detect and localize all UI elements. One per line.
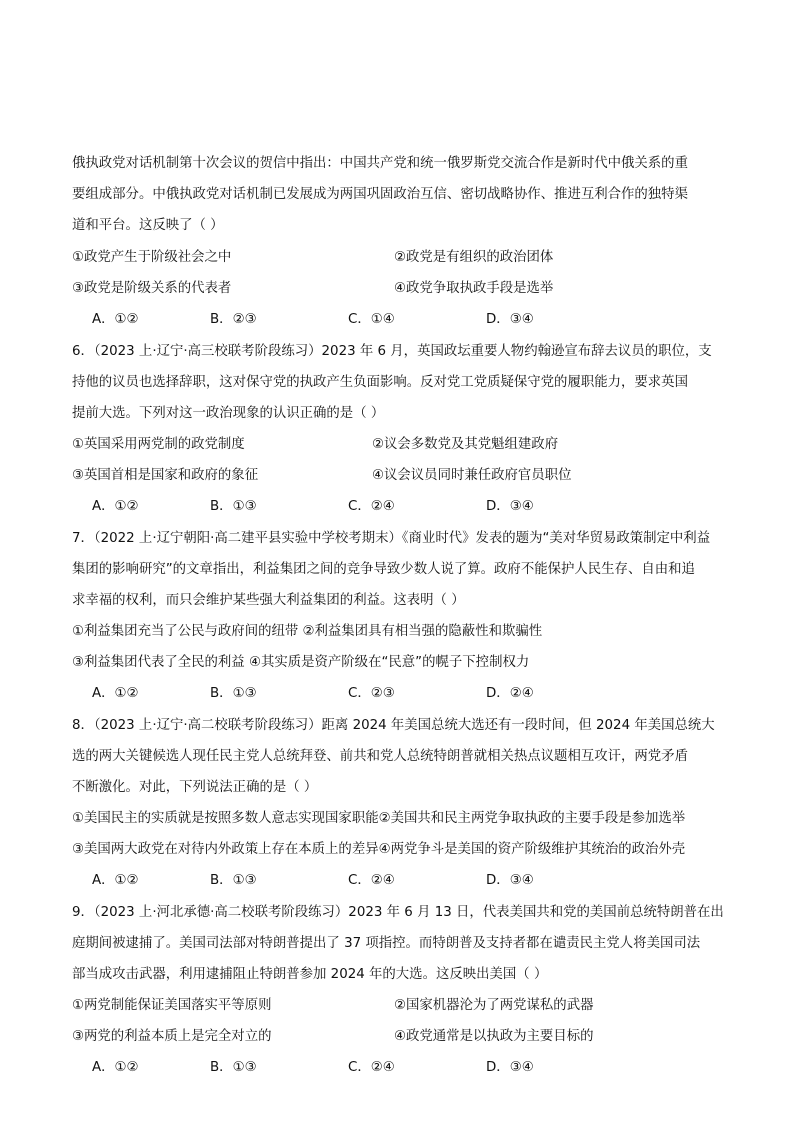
question-stem-line: 6．（2023 上·辽宁·高三校联考阶段练习）2023 年 6 月，英国政坛重要人物约翰逊宣布辞去议员的职位，支	[72, 344, 712, 359]
answer-choice-d: D．③④	[486, 873, 534, 888]
answer-choice-b: B．①③	[210, 873, 257, 888]
question-stem-line: 庭期间被逮捕了。美国司法部对特朗普提出了 37 项指控。而特朗普及支持者都在谴责民主党人将美国司法	[72, 936, 701, 951]
statement-option: ①利益集团充当了公民与政府间的纽带 ②利益集团具有相当强的隐蔽性和欺骗性	[72, 624, 543, 639]
statement-option: ②国家机器沦为了两党谋私的武器	[394, 998, 594, 1013]
question-stem-line: 部当成攻击武器，利用逮捕阻止特朗普参加 2024 年的大选。这反映出美国（ ）	[72, 967, 548, 982]
statement-option: ①两党制能保证美国落实平等原则	[72, 998, 272, 1013]
answer-choice-a: A．①②	[92, 686, 139, 701]
question-stem-line: 9．（2023 上·河北承德·高二校联考阶段练习）2023 年 6 月 13 日，代表美国共和党的美国前总统特朗普在出	[72, 905, 724, 920]
answer-choice-d: D．③④	[486, 499, 534, 514]
statement-option: ③政党是阶级关系的代表者	[72, 281, 232, 296]
answer-choice-d: D．②④	[486, 686, 534, 701]
answer-choice-c: C．①④	[348, 312, 395, 327]
answer-choice-c: C．②④	[348, 873, 395, 888]
statement-option: ②议会多数党及其党魁组建政府	[372, 437, 559, 452]
statement-option: ②政党是有组织的政治团体	[394, 250, 554, 265]
statement-option: ①英国采用两党制的政党制度	[72, 437, 245, 452]
statement-option: ④议会议员同时兼任政府官员职位	[372, 468, 572, 483]
answer-choice-b: B．①③	[210, 499, 257, 514]
statement-option: ④政党争取执政手段是选举	[394, 281, 554, 296]
statement-option: ③两党的利益本质上是完全对立的	[72, 1029, 272, 1044]
question-stem-line: 8．（2023 上·辽宁·高二校联考阶段练习）距离 2024 年美国总统大选还有一段时间，但 2024 年美国总统大	[72, 718, 715, 733]
question-stem-line: 持他的议员也选择辞职，这对保守党的执政产生负面影响。反对党工党质疑保守党的履职能力，要求英国	[72, 375, 688, 390]
answer-choice-b: B．②③	[210, 312, 257, 327]
question-stem-line: 求幸福的权利，而只会维护某些强大利益集团的利益。这表明（ ）	[72, 593, 465, 608]
answer-choice-a: A．①②	[92, 499, 139, 514]
answer-choice-d: D．③④	[486, 1060, 534, 1075]
statement-option: ①政党产生于阶级社会之中	[72, 250, 232, 265]
answer-choice-c: C．②④	[348, 499, 395, 514]
statement-option: ④政党通常是以执政为主要目标的	[394, 1029, 594, 1044]
answer-choice-d: D．③④	[486, 312, 534, 327]
question-stem-line: 不断激化。对此，下列说法正确的是（ ）	[72, 780, 318, 795]
answer-choice-a: A．①②	[92, 1060, 139, 1075]
answer-choice-c: C．②④	[348, 1060, 395, 1075]
answer-choice-a: A．①②	[92, 873, 139, 888]
answer-choice-b: B．①③	[210, 686, 257, 701]
statement-option: ③利益集团代表了全民的利益 ④其实质是资产阶级在“民意”的幌子下控制权力	[72, 655, 530, 670]
statement-option: ③英国首相是国家和政府的象征	[72, 468, 259, 483]
statement-option: ①美国民主的实质就是按照多数人意志实现国家职能②美国共和民主两党争取执政的主要手段是参加选举	[72, 811, 686, 826]
answer-choice-b: B．①③	[210, 1060, 257, 1075]
question-stem-line: 提前大选。下列对这一政治现象的认识正确的是（ ）	[72, 406, 385, 421]
question-stem-line: 7．（2022 上·辽宁朝阳·高二建平县实验中学校考期末）《商业时代》发表的题为“美对华贸易政策制定中利益	[72, 531, 711, 546]
question-stem-line: 要组成部分。中俄执政党对话机制已发展成为两国巩固政治互信、密切战略协作、推进互利合作的独特渠	[72, 187, 688, 202]
question-stem-line: 集团的影响研究”的文章指出，利益集团之间的竞争导致少数人说了算。政府不能保护人民生存、自由和追	[72, 562, 695, 577]
statement-option: ③美国两大政党在对待内外政策上存在本质上的差异④两党争斗是美国的资产阶级维护其统治的政治外壳	[72, 842, 686, 857]
answer-choice-c: C．②③	[348, 686, 395, 701]
question-stem-line: 选的两大关键候选人现任民主党人总统拜登、前共和党人总统特朗普就相关热点议题相互攻讦，两党矛盾	[72, 749, 688, 764]
answer-choice-a: A．①②	[92, 312, 139, 327]
question-stem-line: 道和平台。这反映了（ ）	[72, 218, 224, 233]
question-stem-line: 俄执政党对话机制第十次会议的贺信中指出：中国共产党和统一俄罗斯党交流合作是新时代中俄关系的重	[72, 156, 688, 171]
